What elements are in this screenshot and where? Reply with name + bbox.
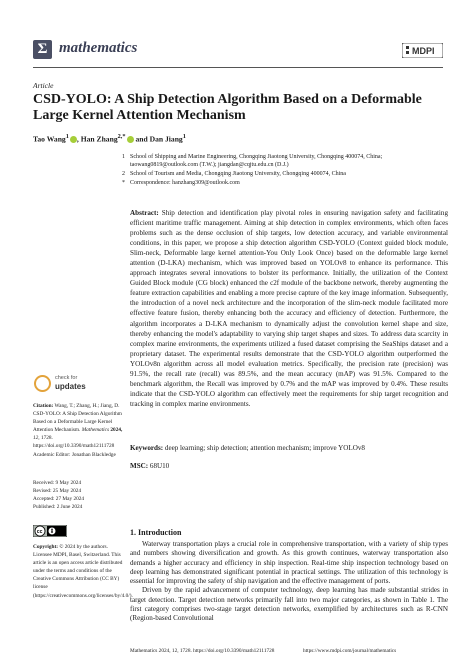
check-updates-icon (34, 375, 51, 392)
correspondence (122, 179, 450, 187)
accepted-date: Accepted: 27 May 2024 (33, 496, 85, 503)
journal-name: mathematics (59, 40, 138, 56)
mdpi-logo-text: MDPI (412, 46, 435, 56)
author-list (33, 133, 186, 144)
check-updates-line1: check for (55, 375, 78, 381)
header-rule (33, 67, 443, 68)
revised-date: Revised: 25 May 2024 (33, 488, 82, 495)
published-date: Published: 2 June 2024 (33, 504, 83, 511)
intro-paragraph-2: Driven by the rapid advancement of computer technology, deep learning has made substantial strides in target detection. Target detection networks primarily fall into two major categories, as shown in Table 1. The first category comprises two-stage target detection networks, exemplified by architectures such as R-CNN (Region-based Convolutional (130, 586, 448, 623)
academic-editor: Academic Editor: Jonathan Blackledge (33, 452, 116, 458)
footer-journal-link[interactable]: https://www.mdpi.com/journal/mathematics (303, 648, 397, 654)
svg-text:cc: cc (36, 529, 43, 535)
citation-label: Citation: (33, 403, 54, 409)
orcid-icon[interactable] (70, 136, 77, 143)
article-type: Article (33, 81, 54, 90)
author-sup: 2,* (117, 133, 126, 140)
citation-journal: Mathematics (81, 427, 110, 434)
msc-label: MSC: (130, 462, 149, 470)
copyright-block (33, 543, 133, 600)
msc-text: 68U10 (149, 462, 170, 470)
article-title: CSD-YOLO: A Ship Detection Algorithm Based on a Deformable Large Kernel Attention Mechanism (33, 92, 422, 123)
introduction-body (130, 540, 448, 624)
check-for-updates-button[interactable] (34, 373, 94, 397)
keywords (130, 444, 448, 454)
orcid-icon[interactable] (127, 136, 134, 143)
affiliation-2 (122, 170, 450, 178)
abstract-text: Ship detection and identification play pivotal roles in ensuring navigation safety and facilitating efficient maritime traffic management. Aiming at ship detection in complex environments, which often faces problems such as the dense occlusion of ship targets, low detection accuracy, and variable environmental conditions, in this paper, we propose a ship detection algorithm CSD-YOLO (Context guided block module, Slim-neck, Deformable large kernel attention-You Only Look Once) based on the deformable large kernel attention (D-LKA) mechanism, which was improved based on YOLOv8 to enhance its performance. This approach integrates several innovations to bolster its performance. Initially, the utilization of the Context Guided Block module (CG block) enhanced the c2f module of the backbone network, thereby augmenting the feature extraction capabilities and enabling a more precise capture of the key image information. Subsequently, the introduction of a novel neck architecture and the incorporation of the slim-neck module facilitated more effective feature fusion, thereby enhancing both the accuracy and efficiency of detection. Furthermore, the algorithm incorporates a D-LKA mechanism to dynamically adjust the convolution kernel shape and size, thereby enhancing the model's adaptability to varying ship target shapes and sizes. To address data scarcity in complex marine environments, the experiments utilized a fused dataset comprising the SeaShips dataset and a proprietary dataset. The experimental results demonstrate that the CSD-YOLO algorithm outperformed the YOLOv8n algorithm across all model evaluation metrics. Specifically, the precision rate (precision) was 91.5%, the recall rate (recall) was 89.5%, and the mean accuracy (mAP) was 91.5%. Compared to the benchmark algorithm, the Recall was improved by 0.7% and the mAP was improved by 0.4%. These results indicate that the CSD-YOLO algorithm can effectively meet the requirements for ship target recognition and tracking in complex marine environments. (130, 209, 448, 408)
abstract (130, 208, 448, 409)
affiliation-text: School of Shipping and Marine Engineering, Chongqing Jiaotong University, Chongqing 400074, China; (130, 154, 383, 160)
footer-citation: Mathematics 2024, 12, 1728. https://doi.org/10.3390/math12111728 (130, 648, 275, 654)
received-date: Received: 9 May 2024 (33, 480, 82, 486)
citation-volume: 12, (33, 435, 40, 442)
copyright-text: © 2024 by the authors. Licensee MDPI, Basel, Switzerland. This article is an open access article distributed under the terms and conditions of the Creative Commons Attribution (CC BY) license (https://creativecommons.org/licenses/by/4.0/). (33, 544, 133, 599)
cc-by-license-icon[interactable] (33, 525, 67, 537)
affiliation-number: 1 (122, 154, 125, 160)
check-updates-line2: updates (55, 382, 86, 391)
correspondence-text[interactable]: Correspondence: hanzhang309@outlook.com (130, 179, 240, 186)
affiliation-emails[interactable]: taowang0819@outlook.com (T.W.); jiangdan@cqjtu.edu.cn (D.J.) (130, 162, 289, 169)
author-sup: 1 (65, 133, 69, 140)
section-heading-introduction: 1. Introduction (130, 528, 182, 537)
abstract-label: Abstract: (130, 209, 159, 217)
dates-block (33, 479, 123, 511)
intro-paragraph-1: Waterway transportation plays a crucial role in comprehensive transportation, with a variety of ship types and numbers showing diversification and growth. As this growth continues, waterway transportation also demands a higher accuracy and efficiency in ship inspection. Real-time ship inspection technology based on deep learning has demonstrated significant potential in practical settings. The utilization of this technology is essential for improving the safety of ship navigation and the effective management of ports. (130, 540, 448, 586)
author-separator: , Han Zhang (76, 134, 118, 144)
journal-logo-icon: Σ (33, 40, 52, 59)
keywords-label: Keywords: (130, 444, 164, 452)
citation-text: Wang, T.; Zhang, H.; Jiang, D. CSD-YOLO: A Ship Detection Algorithm Based on a Deformable Large Kernel Attention Mechanism. (33, 403, 122, 434)
keywords-text: deep learning; ship detection; attention mechanism; improve YOLOv8 (164, 444, 365, 452)
author-sup: 1 (182, 133, 186, 140)
affiliation-number: 2 (122, 171, 125, 177)
copyright-label: Copyright: (33, 544, 59, 550)
affiliation-1 (122, 153, 450, 170)
citation-year: 2024, (110, 427, 123, 434)
author-name[interactable]: Tao Wang (33, 134, 66, 144)
affiliation-number: * (122, 179, 125, 186)
citation-block (33, 402, 123, 451)
msc (130, 462, 169, 470)
affiliation-text: School of Tourism and Media, Chongqing Jiaotong University, Chongqing 400074, China (130, 171, 346, 177)
author-separator: and Dan Jiang (133, 134, 183, 144)
mdpi-logo (402, 43, 443, 58)
citation-doi[interactable]: 1728. https://doi.org/10.3390/math12111728 (33, 435, 115, 450)
